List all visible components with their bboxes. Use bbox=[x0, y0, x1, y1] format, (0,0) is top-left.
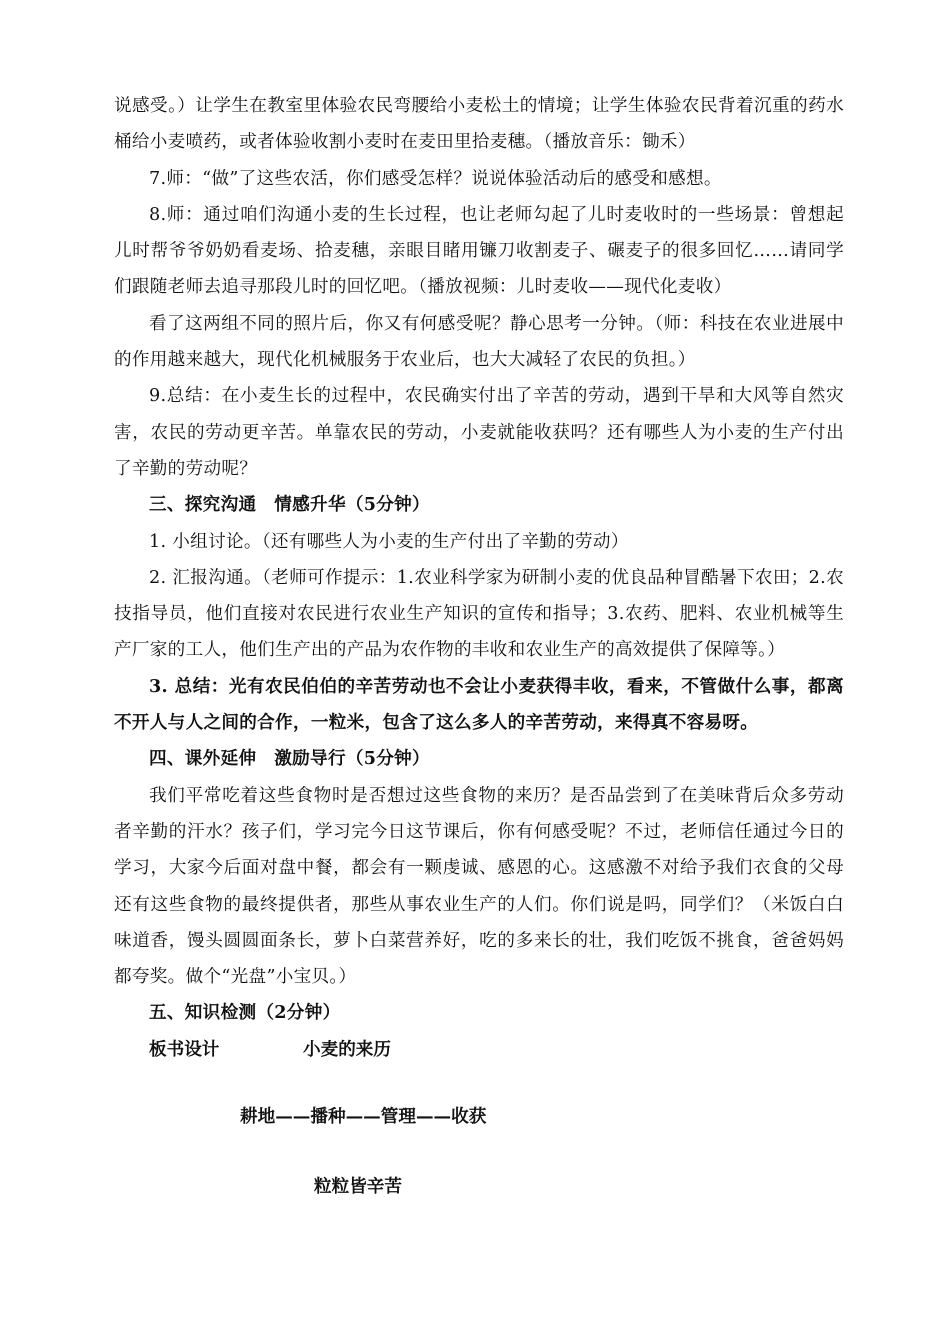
paragraph-report: 2. 汇报沟通。（老师可作提示：1.农业科学家为研制小麦的优良品种冒酷暑下农田；2.农技指导员，他们直接对农民进行农业生产知识的宣传和指导；3.农药、肥料、农业机械等生产厂家的工人，他们生产出的产品为农作物的丰收和农业生产的高效提供了保障等。） bbox=[114, 567, 844, 661]
paragraph-step-7: 7.师：“做”了这些农活，你们感受怎样？说说体验活动后的感受和感想。 bbox=[149, 168, 722, 189]
board-design-label: 板书设计 bbox=[149, 1039, 220, 1060]
document-body bbox=[114, 88, 844, 1032]
section-heading-5: 五、知识检测（2分钟） bbox=[149, 1002, 341, 1024]
board-motto: 粒粒皆辛苦 bbox=[314, 1176, 402, 1197]
section-heading-4: 四、课外延伸 激励导行（5分钟） bbox=[149, 748, 430, 770]
paragraph-summary: 3. 总结：光有农民伯伯的辛苦劳动也不会让小麦获得丰收，看来，不管做什么事，都离不开人与人之间的合作，一粒米，包含了这么多人的辛苦劳动，来得真不容易呀。 bbox=[114, 675, 844, 734]
paragraph-photo-reflection: 看了这两组不同的照片后，你又有何感受呢？静心思考一分钟。（师：科技在农业进展中的作用越来越大，现代化机械服务于农业后，也大大减轻了农民的负担。） bbox=[114, 313, 844, 371]
paragraph-step-8: 8.师：通过咱们沟通小麦的生长过程，也让老师勾起了儿时麦收时的一些场景：曾想起儿时帮爷爷奶奶看麦场、拾麦穗，亲眼目睹用镰刀收割麦子、碾麦子的很多回忆……请同学们跟随老师去追寻那段儿时的回忆吧。（播放视频：儿时麦收——现代化麦收） bbox=[114, 204, 844, 298]
paragraph-group-discussion: 1. 小组讨论。（还有哪些人为小麦的生产付出了辛勤的劳动） bbox=[149, 531, 629, 552]
section-heading-3: 三、探究沟通 情感升华（5分钟） bbox=[149, 494, 430, 516]
paragraph-step-9: 9.总结：在小麦生长的过程中，农民确实付出了辛苦的劳动，遇到干旱和大风等自然灾害，农民的劳动更辛苦。单靠农民的劳动，小麦就能收获吗？还有哪些人为小麦的生产付出了辛勤的劳动呢？ bbox=[114, 386, 844, 479]
board-title: 小麦的来历 bbox=[303, 1039, 391, 1060]
paragraph-intro: 说感受。）让学生在教室里体验农民弯腰给小麦松土的情境；让学生体验农民背着沉重的药水桶给小麦喷药，或者体验收割小麦时在麦田里拾麦穗。（播放音乐：锄禾） bbox=[114, 96, 844, 153]
paragraph-extension: 我们平常吃着这些食物时是否想过这些食物的来历？是否品尝到了在美味背后众多劳动者辛勤的汗水？孩子们，学习完今日这节课后，你有何感受呢？不过，老师信任通过今日的学习，大家今后面对盘中餐，都会有一颗虔诚、感恩的心。这感激不对给予我们衣食的父母还有这些食物的最终提供者，那些从事农业生产的人们。你们说是吗，同学们？（米饭白白味道香，馒头圆圆面条长，萝卜白菜营养好，吃的多来长的壮，我们吃饭不挑食，爸爸妈妈都夸奖。做个“光盘”小宝贝。） bbox=[114, 785, 844, 988]
board-process: 耕地——播种——管理——收获 bbox=[240, 1106, 487, 1127]
